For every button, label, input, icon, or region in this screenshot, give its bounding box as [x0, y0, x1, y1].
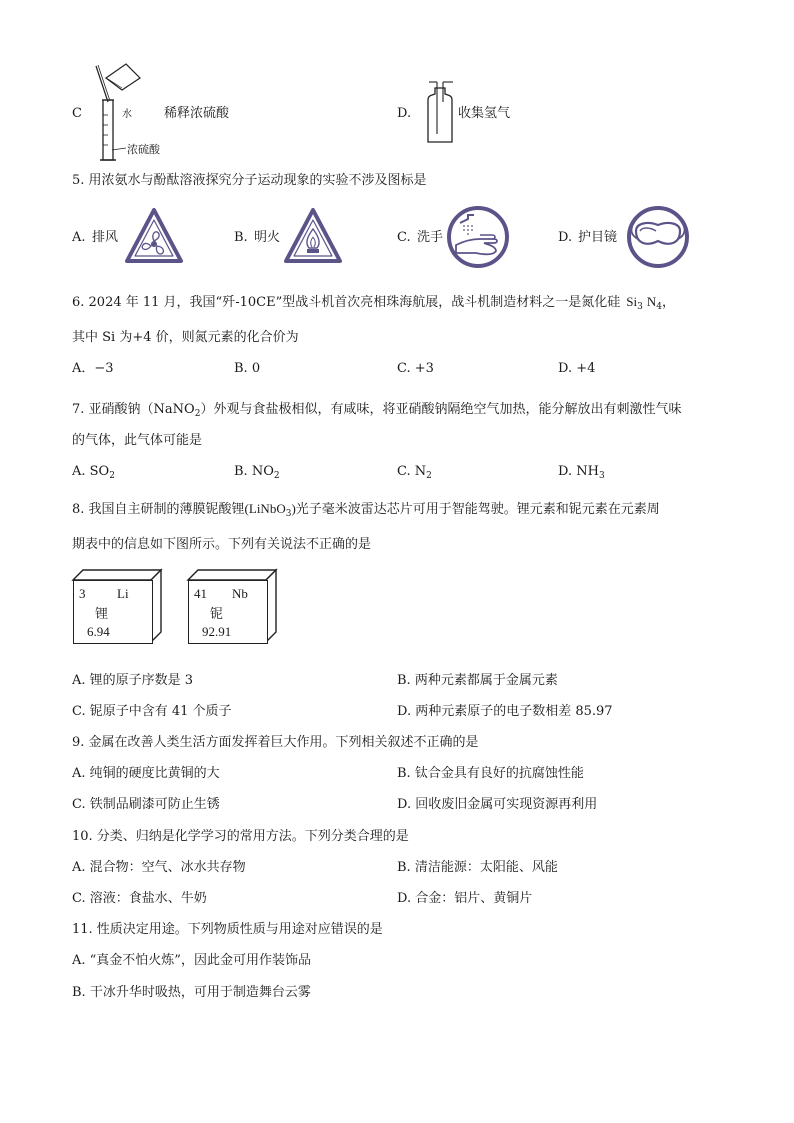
hand-wash-icon — [446, 205, 510, 269]
q7-option-d: D. $NH_3$ — [558, 464, 605, 481]
q5-stem: 5. 用浓氨水与酚酞溶液探究分子运动现象的实验不涉及图标是 — [72, 173, 427, 188]
q9-option-d: D. 回收废旧金属可实现资源再利用 — [397, 797, 598, 812]
q9-option-b: B. 钛合金具有良好的抗腐蚀性能 — [397, 766, 584, 781]
flame-icon — [283, 207, 343, 265]
q8-option-b: B. 两种元素都属于金属元素 — [397, 673, 558, 688]
q7-stem-line2: 的气体，此气体可能是 — [72, 433, 203, 448]
nb-atomic-number: 41 — [194, 586, 207, 601]
q9-option-a: A. 纯铜的硬度比黄铜的大 — [72, 766, 220, 781]
nb-symbol: Nb — [232, 586, 248, 601]
q9-stem: 9. 金属在改善人类生活方面发挥着巨大作用。下列相关叙述不正确的是 — [72, 735, 479, 750]
q5-option-a-letter: A. — [72, 230, 86, 245]
q8-option-c: C. 铌原子中含有 41 个质子 — [72, 704, 232, 719]
q5-option-c-text: 洗手 — [417, 230, 444, 245]
q6-stem-line1: 6. 2024 年 11 月，我国“歼-10CE”型战斗机首次亮相珠海航展，战斗机制造材料之一是氮化硅 $Si_3$ $N_4$， — [72, 294, 675, 312]
q10-option-d: D. 合金：铝片、黄铜片 — [397, 891, 533, 906]
nb-atomic-mass: 92.91 — [202, 624, 232, 639]
q5-option-d-letter: D. — [558, 230, 573, 245]
q4-option-d-letter: D. — [397, 106, 412, 121]
q5-option-c-letter: C. — [397, 230, 411, 245]
q8-stem-line1: 8. 我国自主研制的薄膜铌酸锂(LiNbO$_3$)光子毫米波雷达芯片可用于智能驾驶。锂元素和铌元素在元素周 — [72, 501, 660, 519]
li-atomic-mass: 6.94 — [87, 624, 110, 639]
q6-option-b: B. 0 — [234, 361, 261, 376]
q11-option-b: B. 干冰升华时吸热，可用于制造舞台云雾 — [72, 985, 311, 1000]
q10-option-a: A. 混合物：空气、冰水共存物 — [72, 860, 246, 875]
q5-option-b-text: 明火 — [254, 230, 281, 245]
element-card-li — [73, 570, 163, 654]
q10-option-b: B. 清洁能源：太阳能、风能 — [397, 860, 558, 875]
q7-option-c: C. $N_2$ — [397, 464, 432, 481]
fan-icon — [124, 207, 184, 265]
conc-sulfuric-acid-label: 浓硫酸 — [127, 143, 160, 156]
q7-option-a: A. $SO_2$ — [72, 464, 115, 481]
q8-option-d: D. 两种元素原子的电子数相差 85.97 — [397, 704, 613, 719]
q7-option-b: B. $NO_2$ — [234, 464, 280, 481]
q4-option-c-text: 稀释浓硫酸 — [164, 106, 230, 121]
q6-option-c: C. +3 — [397, 361, 434, 376]
li-atomic-number: 3 — [79, 586, 86, 601]
q6-option-a: A．−3 — [72, 361, 114, 376]
q6-stem-line2: 其中 Si 为+4 价，则氮元素的化合价为 — [72, 330, 299, 345]
q5-option-a-text: 排风 — [92, 230, 119, 245]
q7-stem-line1: 7. 亚硝酸钠（NaNO$_2$）外观与食盐极相似，有咸味，将亚硝酸钠隔绝空气加热，能分解放出有刺激性气味 — [72, 402, 682, 419]
q5-option-d-text: 护目镜 — [578, 230, 618, 245]
q11-option-a: A. “真金不怕火炼”，因此金可用作装饰品 — [72, 953, 311, 968]
q5-option-b-letter: B. — [234, 230, 248, 245]
q10-stem: 10. 分类、归纳是化学学习的常用方法。下列分类合理的是 — [72, 829, 409, 844]
q6-option-d: D. +4 — [558, 361, 596, 376]
li-symbol: Li — [117, 586, 129, 601]
water-label: 水 — [122, 109, 132, 120]
q9-option-c: C. 铁制品刷漆可防止生锈 — [72, 797, 220, 812]
q11-stem: 11. 性质决定用途。下列物质性质与用途对应错误的是 — [72, 922, 383, 937]
nb-name: 铌 — [210, 607, 224, 622]
q8-option-a: A. 锂的原子序数是 3 — [72, 673, 194, 688]
goggles-icon — [626, 205, 690, 269]
gas-collection-bottle-icon — [423, 80, 457, 146]
q4-option-d-text: 收集氢气 — [458, 106, 511, 121]
q10-option-c: C. 溶液：食盐水、牛奶 — [72, 891, 207, 906]
li-name: 锂 — [95, 607, 109, 622]
element-card-nb — [188, 570, 278, 654]
q8-stem-line2: 期表中的信息如下图所示。下列有关说法不正确的是 — [72, 537, 372, 552]
q4-option-c-letter: C — [72, 106, 82, 121]
